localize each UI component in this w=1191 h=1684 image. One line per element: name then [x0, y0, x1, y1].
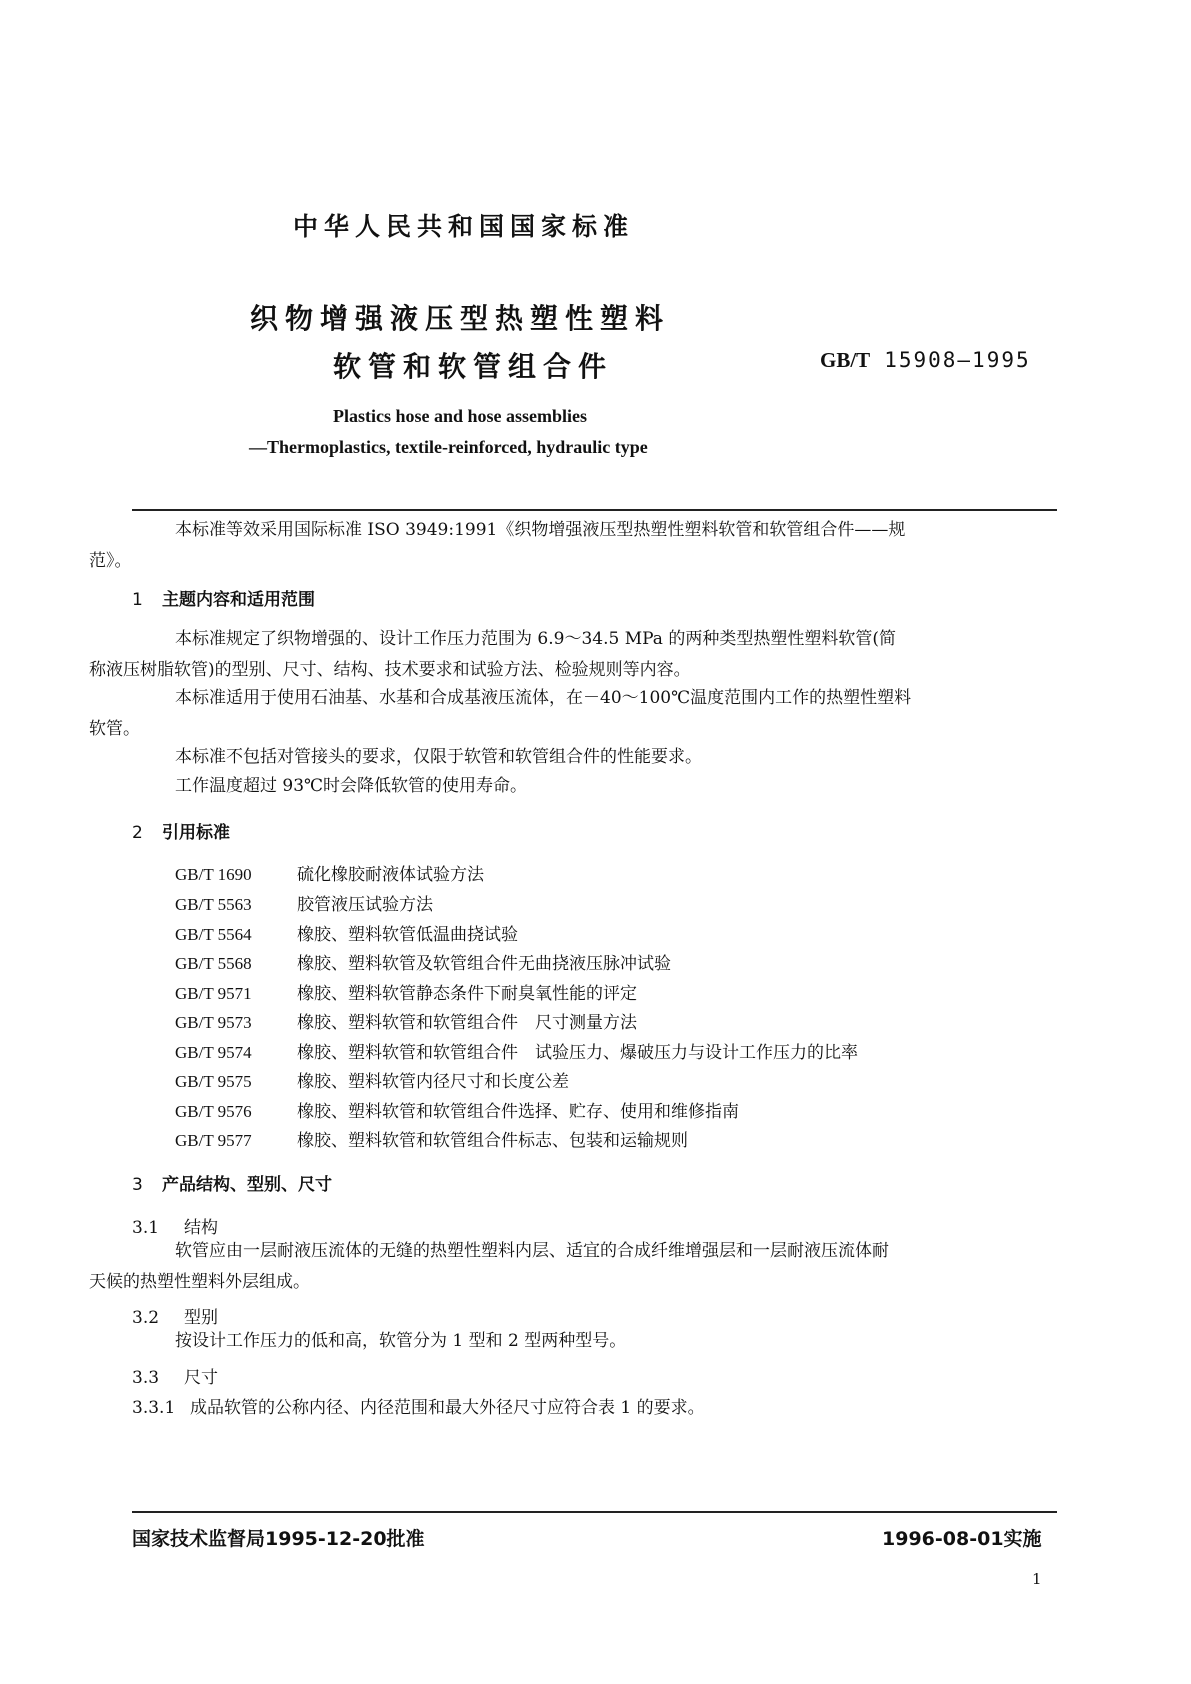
reference-code: GB/T 1690 [175, 865, 252, 884]
section-1-p1-line-1: 本标准规定了织物增强的、设计工作压力范围为 6.9～34.5 MPa 的两种类型热塑性塑料软管(简 [175, 629, 896, 649]
section-2-number: 2 [132, 823, 143, 843]
reference-item [175, 1067, 569, 1092]
effective-date: 1996-08-01实施 [882, 1528, 1042, 1550]
standard-number [820, 348, 1031, 373]
section-1-title: 主题内容和适用范围 [162, 590, 315, 610]
reference-item [175, 949, 671, 974]
subsection-3-2-paragraph: 按设计工作压力的低和高，软管分为 1 型和 2 型两种型号。 [175, 1331, 627, 1351]
subsection-3-1-line-2: 天候的热塑性塑料外层组成。 [89, 1272, 310, 1292]
reference-item [175, 979, 637, 1004]
section-1-p1-line-2: 称液压树脂软管)的型别、尺寸、结构、技术要求和试验方法、检验规则等内容。 [89, 660, 691, 680]
reference-code: GB/T 9571 [175, 984, 252, 1003]
reference-title: 橡胶、塑料软管及软管组合件无曲挠液压脉冲试验 [297, 954, 671, 974]
reference-item [175, 1097, 739, 1122]
section-3-heading [132, 1170, 332, 1195]
reference-title: 橡胶、塑料软管静态条件下耐臭氧性能的评定 [297, 984, 637, 1004]
english-title-line-2: —Thermoplastics, textile-reinforced, hydraulic type [249, 437, 648, 457]
reference-code: GB/T 5564 [175, 925, 252, 944]
subsection-3-3-number: 3.3 [132, 1368, 160, 1388]
subsection-3-3-1-text: 成品软管的公称内径、内径范围和最大外径尺寸应符合表 1 的要求。 [190, 1398, 705, 1418]
english-title-line-1: Plastics hose and hose assemblies [333, 406, 588, 426]
reference-item [175, 890, 433, 915]
section-1-paragraph-2 [89, 683, 1057, 745]
reference-title: 橡胶、塑料软管和软管组合件 尺寸测量方法 [297, 1013, 637, 1033]
reference-item [175, 860, 484, 885]
reference-title: 胶管液压试验方法 [297, 895, 433, 915]
reference-code: GB/T 5563 [175, 895, 252, 914]
subsection-3-2-heading [132, 1303, 218, 1328]
reference-item [175, 1038, 858, 1063]
subsection-3-2-title: 型别 [184, 1308, 218, 1328]
reference-code: GB/T 5568 [175, 954, 252, 973]
national-standard-title: 中华人民共和国国家标准 [293, 212, 635, 241]
section-3-title: 产品结构、型别、尺寸 [162, 1175, 332, 1195]
section-2-title: 引用标准 [162, 823, 230, 843]
subsection-3-1-title: 结构 [184, 1218, 218, 1238]
subsection-3-1-number: 3.1 [132, 1218, 160, 1238]
section-1-p2-line-2: 软管。 [89, 719, 140, 739]
intro-line-1: 本标准等效采用国际标准 ISO 3949:1991《织物增强液压型热塑性塑料软管和软管组合件——规 [175, 520, 906, 540]
reference-item [175, 920, 518, 945]
subsection-3-1-heading [132, 1213, 218, 1238]
reference-title: 橡胶、塑料软管低温曲挠试验 [297, 925, 518, 945]
reference-item [175, 1008, 637, 1033]
standard-code: GB/T [820, 348, 871, 372]
intro-paragraph [89, 515, 1057, 577]
subsection-3-1-line-1: 软管应由一层耐液压流体的无缝的热塑性塑料内层、适宜的合成纤维增强层和一层耐液压流体耐 [175, 1241, 889, 1261]
section-1-p2-line-1: 本标准适用于使用石油基、水基和合成基液压流体，在－40～100℃温度范围内工作的热塑性塑料 [175, 688, 912, 708]
standard-number-value: 15908—1995 [884, 348, 1031, 372]
page-number: 1 [1032, 1570, 1042, 1588]
document-title-line-1: 织物增强液压型热塑性塑料 [250, 302, 671, 335]
footer-divider [132, 1511, 1057, 1513]
reference-title: 橡胶、塑料软管和软管组合件 试验压力、爆破压力与设计工作压力的比率 [297, 1043, 858, 1063]
subsection-3-3-heading [132, 1363, 218, 1388]
reference-code: GB/T 9574 [175, 1043, 252, 1062]
intro-line-2: 范》。 [89, 551, 132, 571]
reference-code: GB/T 9573 [175, 1013, 252, 1032]
reference-item [175, 1126, 688, 1151]
reference-title: 橡胶、塑料软管内径尺寸和长度公差 [297, 1072, 569, 1092]
section-1-number: 1 [132, 590, 143, 610]
section-1-paragraph-1 [89, 624, 1057, 686]
header-divider [132, 509, 1057, 511]
section-1-heading [132, 585, 315, 610]
reference-code: GB/T 9575 [175, 1072, 252, 1091]
subsection-3-3-title: 尺寸 [184, 1368, 218, 1388]
reference-code: GB/T 9576 [175, 1102, 252, 1121]
section-2-heading [132, 818, 230, 843]
subsection-3-3-1 [132, 1393, 705, 1418]
subsection-3-2-number: 3.2 [132, 1308, 160, 1328]
subsection-3-1-paragraph [89, 1236, 1057, 1298]
reference-title: 橡胶、塑料软管和软管组合件选择、贮存、使用和维修指南 [297, 1102, 739, 1122]
document-title-line-2: 软管和软管组合件 [333, 350, 614, 383]
section-3-number: 3 [132, 1175, 143, 1195]
section-1-paragraph-4: 工作温度超过 93℃时会降低软管的使用寿命。 [175, 776, 528, 796]
section-1-paragraph-3: 本标准不包括对管接头的要求，仅限于软管和软管组合件的性能要求。 [175, 747, 702, 767]
approval-line: 国家技术监督局1995-12-20批准 [132, 1528, 425, 1550]
reference-title: 橡胶、塑料软管和软管组合件标志、包装和运输规则 [297, 1131, 688, 1151]
reference-code: GB/T 9577 [175, 1131, 252, 1150]
reference-title: 硫化橡胶耐液体试验方法 [297, 865, 484, 885]
subsection-3-3-1-number: 3.3.1 [132, 1398, 176, 1418]
